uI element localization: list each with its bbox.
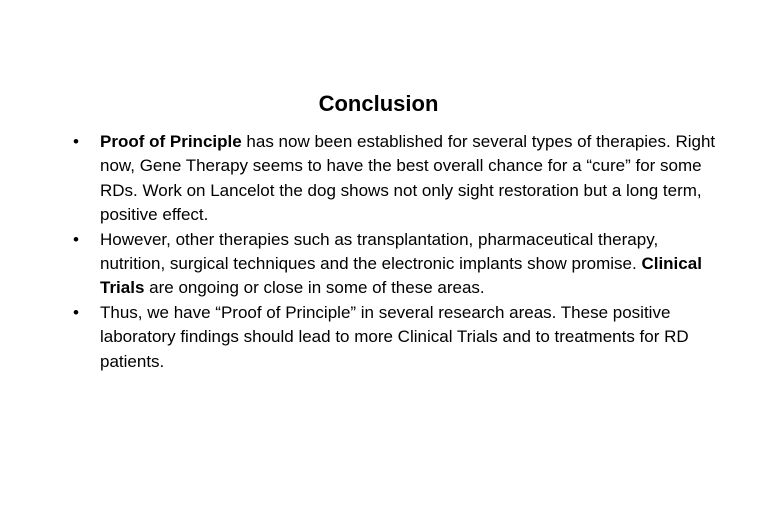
slide-title: Conclusion xyxy=(318,91,439,116)
bullet-marker: • xyxy=(73,132,79,151)
bullet-3-text: Thus, we have “Proof of Principle” in several research areas. These positive laboratory findings should lead to more Clinical Trials and to treatments for RD patients. xyxy=(100,302,689,371)
bullet-item-1 xyxy=(70,130,720,228)
bullet-2-bold-text: Clinical Trials xyxy=(100,254,702,298)
bullet-marker: • xyxy=(73,229,79,249)
bullet-2-text-after: are ongoing or close in some of these areas. xyxy=(144,278,485,298)
bullet-2-text-before: However, other therapies such as transplantation, pharmaceutical therapy, nutrition, surgical techniques and the electronic implants show promise. xyxy=(100,229,659,274)
bullet-1-bold-text: Proof of Principle xyxy=(100,132,242,151)
bullet-1-text: has now been established for several types of therapies. Right now, Gene Therapy seems to have the best overall chance for a “cure” for some RDs. Work on Lancelot the dog shows not only sight restoration but a long term, positive effect. xyxy=(100,132,716,225)
bullet-item-3 xyxy=(70,301,720,374)
bullet-item-2 xyxy=(70,228,720,301)
bullet-marker: • xyxy=(73,302,79,322)
bullet-list xyxy=(70,130,720,374)
